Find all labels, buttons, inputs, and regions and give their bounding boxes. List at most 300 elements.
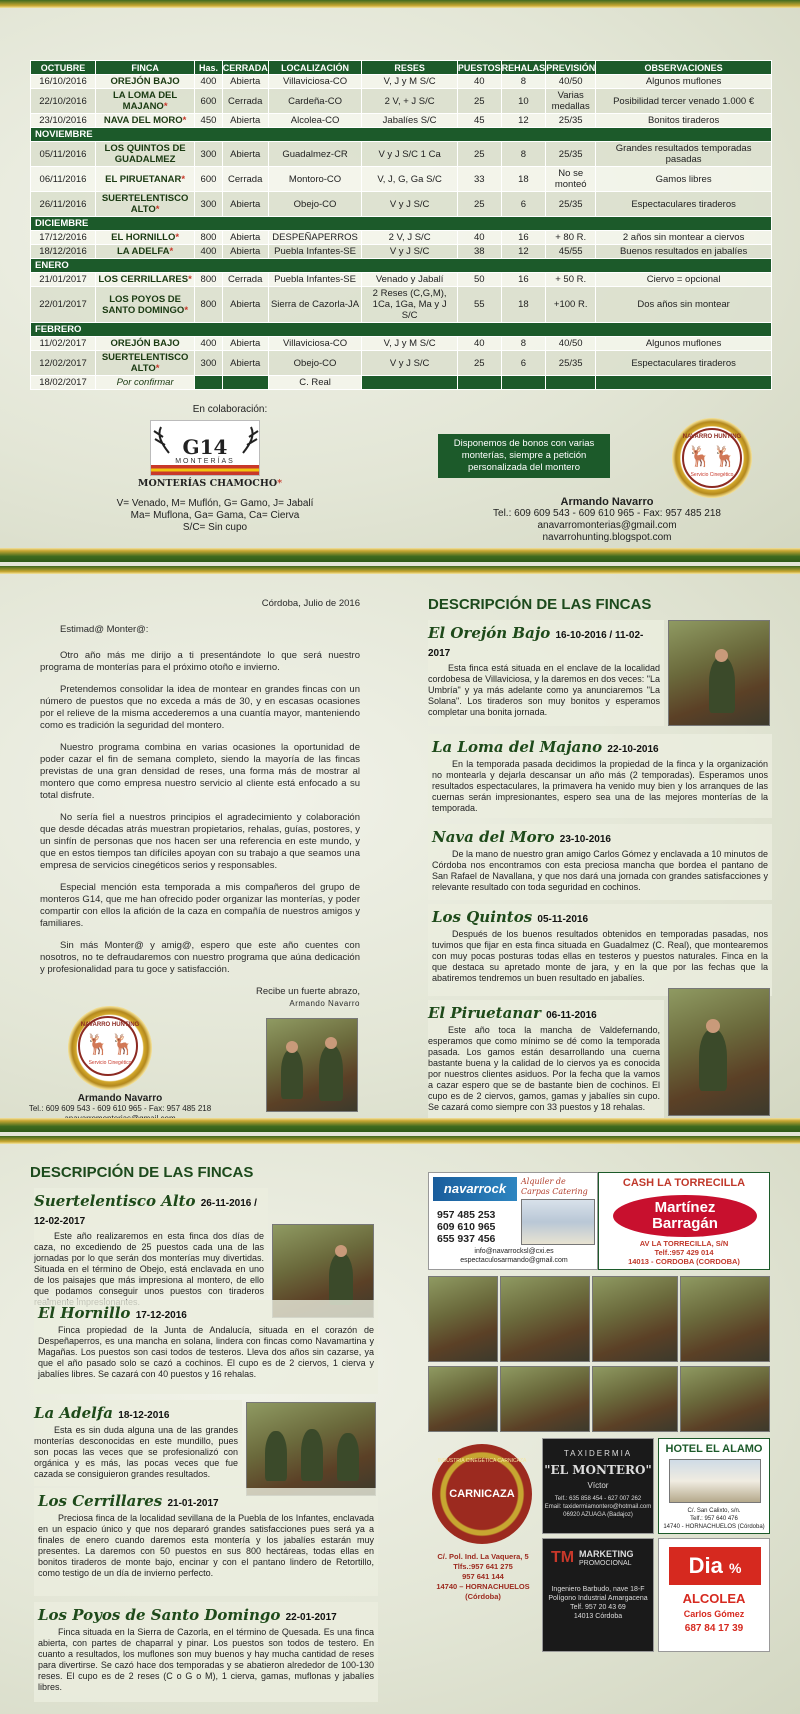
table-cell: Abierta — [222, 337, 268, 351]
finca-name: Los Cerrillares 21-01-2017 — [38, 1492, 219, 1510]
table-row — [31, 231, 772, 245]
fincas-title: DESCRIPCIÓN DE LAS FINCAS — [428, 596, 652, 613]
table-row — [31, 245, 772, 259]
phone-line: Telf. 957 20 43 69 — [570, 1604, 626, 1611]
table-cell: Abierta — [222, 192, 268, 217]
table-cell: 40 — [457, 231, 501, 245]
table-cell: Abierta — [222, 142, 268, 167]
finca-card-quintos — [428, 904, 772, 996]
hunter-figure — [337, 1433, 359, 1481]
table-cell: 2 Reses (C,G,M), 1Ca, 1Ga, Ma y J S/C — [362, 287, 457, 323]
table-cell: 45/55 — [546, 245, 596, 259]
table-cell: V, J y M S/C — [362, 337, 457, 351]
table-cell: 55 — [457, 287, 501, 323]
finca-text: Finca propiedad de la Junta de Andalucía, situada en el corazón de Despeñaperros, es una mancha en solana, lindera con fincas como Navamartina y Magañas. Los puestos son casi todos de testeros. Lleva dos años sin cazarse, ya que el año pasado solo se cazó a cochinos. El cupo es de 2 ciervos, 1 cierva y jabalíes libres. Se cazará con 40 puestos y 16 rehalas. — [38, 1325, 374, 1379]
logo-tag: Servicio Cinegético — [88, 1060, 132, 1066]
bonos-box: Disponemos de bonos con varias monterías, siempre a petición personalizada del montero — [438, 434, 610, 478]
month-row — [31, 259, 772, 273]
table-cell — [457, 376, 501, 390]
table-cell: 22/10/2016 — [31, 89, 96, 114]
table-cell: 40/50 — [546, 75, 596, 89]
month-row — [31, 323, 772, 337]
table-cell: Varias medallas — [546, 89, 596, 114]
table-cell: Cerrada — [222, 167, 268, 192]
table-cell: 17/12/2016 — [31, 231, 96, 245]
marketing-sub: PROMOCIONAL — [579, 1560, 632, 1567]
table-cell: 25/35 — [546, 142, 596, 167]
table-cell — [95, 351, 194, 376]
letter-paragraph: Nuestro programa combina en varias ocasiones la oportunidad de poder cazar el fin de semana completo, siendo la mayoría de las fincas previstas de una gran densidad de reses, una forma más de mostrar al montero que como empresa nuestro servicio al cliente está enfocado a su total disfrute. — [40, 742, 360, 801]
piruetanar-photo — [668, 988, 770, 1116]
finca-text: Esta finca está situada en el enclave de la localidad cordobesa de Villaviciosa, y la daremos en dos veces: "La Umbría" y ya más adelante como ya anunciaremos "La Solana". Los tiraderos son muy bonitos y esperamos completar una bonita jornada. — [428, 663, 660, 717]
contact-name: Armando Navarro — [560, 496, 654, 508]
hotel-photo — [669, 1459, 761, 1503]
hunter-figure — [329, 1253, 353, 1305]
column-header: RESES — [362, 61, 457, 75]
table-cell: V y J S/C — [362, 351, 457, 376]
table-cell: 18 — [501, 287, 546, 323]
fincas-title: DESCRIPCIÓN DE LAS FINCAS — [30, 1164, 254, 1181]
gold-border-bottom — [0, 1118, 800, 1132]
finca-name: OREJÓN BAJO — [110, 338, 180, 349]
table-cell: V y J S/C — [362, 245, 457, 259]
city-line: 06920 AZUAGA (Badajoz) — [563, 1512, 633, 1518]
finca-card-hornillo — [34, 1300, 378, 1394]
deer-icon: 🦌🦌 — [687, 446, 737, 468]
contact-block — [462, 496, 752, 544]
city-line: 14013 - CORDOBA (CORDOBA) — [628, 1257, 740, 1266]
month-row — [31, 217, 772, 231]
finca-name: LOS QUINTOS DE GUADALMEZ — [104, 143, 186, 165]
letter-sign: Recibe un fuerte abrazo, — [255, 986, 360, 997]
finca-name: La Adelfa 18-12-2016 — [34, 1404, 170, 1422]
adelfa-photo — [246, 1402, 376, 1496]
tm-logo: TM — [551, 1549, 575, 1566]
table-cell: 40/50 — [546, 337, 596, 351]
finca-card-loma-majano — [428, 734, 772, 818]
logo-name: NAVARRO HUNTING — [80, 1022, 140, 1028]
letter-paragraph: No sería fiel a nuestros principios el agradecimiento y colaboración que desde décadas atrás muestran propietarios, rehalas, guías, postores, y un sinfín de personas que nos hacen ser una referencia en este mundo, y que en estos tiempos tan difíciles apoyan con su trabajo a que seamos una empresa de servicios cinegéticos serios y responsables. — [40, 812, 360, 871]
phone-line: Tlfs.:957 641 275 — [453, 1562, 513, 1571]
table-row — [31, 114, 772, 128]
legend-line: Ma= Muflona, Ga= Gama, Ca= Cierva — [130, 510, 300, 521]
navarrock-subtitle: Alquiler de Carpas Catering — [521, 1177, 588, 1196]
column-header: Has. — [195, 61, 222, 75]
table-cell: 25 — [457, 192, 501, 217]
finca-text: Finca situada en la Sierra de Cazorla, en el término de Quesada. Es una finca abierta, con partes de chaparral y pinar. Los puestos son todos de testero. En cuanto a resultados, los muflones son muy buenos y hay mucha cantidad de reses para divertirse. Se cazó hace dos temporadas y se abatieron alrededor de 100-130 reses. El cupo es de 2 reses (C o G o M), 1 cierva, gamas, muflonas y jabalíes libres. — [38, 1627, 374, 1692]
contact-phone: Tel.: 609 609 543 - 609 610 965 - Fax: 957 485 218 — [493, 508, 721, 519]
table-cell: Jabalíes S/C — [362, 114, 457, 128]
table-cell: 40 — [457, 337, 501, 351]
table-cell — [95, 89, 194, 114]
legend-line: V= Venado, M= Muflón, G= Gamo, J= Jabalí — [116, 498, 314, 509]
finca-card-cerrillares — [34, 1488, 378, 1596]
phone-line: 957 641 144 — [462, 1572, 504, 1581]
contact-email[interactable]: anavarromonterias@gmail.com — [537, 520, 677, 531]
table-cell — [95, 337, 194, 351]
table-cell — [95, 75, 194, 89]
finca-name: Los Quintos 05-11-2016 — [432, 908, 589, 926]
contact-phone: Tel.: 609 609 543 - 609 610 965 - Fax: 957 485 218 — [28, 1104, 212, 1113]
table-row — [31, 167, 772, 192]
address-line: Ingeniero Barbudo, nave 18-F — [551, 1586, 645, 1593]
brand-line: Martínez — [654, 1199, 716, 1216]
finca-name: SUERTELENTISCO ALTO — [101, 352, 189, 374]
phone-line: 957 485 253 — [437, 1209, 496, 1221]
table-cell — [195, 376, 222, 390]
ad-cash-torrecilla — [598, 1172, 770, 1270]
table-cell: Puebla Infantes-SE — [268, 245, 362, 259]
table-cell: Algunos muflones — [596, 337, 772, 351]
deer-icon: 🦌🦌 — [85, 1034, 135, 1056]
martinez-barragan-logo — [613, 1195, 757, 1237]
finca-name: Suertelentisco Alto 26-11-2016 / 12-02-2017 — [34, 1192, 257, 1227]
table-cell: 600 — [195, 167, 222, 192]
table-cell: 18/02/2017 — [31, 376, 96, 390]
navarrock-phones — [437, 1209, 495, 1245]
cash-title: CASH LA TORRECILLA — [622, 1177, 746, 1189]
dia-logo — [669, 1547, 761, 1585]
table-cell: + 80 R. — [546, 231, 596, 245]
percent-icon: % — [728, 1560, 742, 1576]
table-cell: 600 — [195, 89, 222, 114]
table-body — [31, 75, 772, 390]
table-cell: 800 — [195, 231, 222, 245]
phone-line: Telf.: 957 640 476 — [690, 1516, 738, 1522]
finca-name: EL PIRUETANAR — [105, 173, 182, 185]
table-cell: Gamos libres — [596, 167, 772, 192]
contact-name: Armando Navarro — [77, 1093, 163, 1104]
star-mark: * — [181, 173, 186, 185]
table-cell: 2 años sin montear a ciervos — [596, 231, 772, 245]
dia-town: ALCOLEA — [682, 1591, 746, 1606]
legend-line: S/C= Sin cupo — [182, 522, 248, 533]
carpas-photo — [521, 1199, 595, 1245]
table-cell: Algunos muflones — [596, 75, 772, 89]
letter-greeting: Estimad@ Monter@: — [60, 624, 149, 635]
column-header: REHALAS — [501, 62, 546, 73]
table-cell: 22/01/2017 — [31, 287, 96, 323]
email-line[interactable]: espectaculosarmando@gmail.com — [460, 1257, 568, 1264]
dia-person: Carlos Gómez — [683, 1609, 745, 1619]
brand-line: Barragán — [652, 1215, 718, 1232]
gold-border-bottom — [0, 548, 800, 562]
table-cell: 26/11/2016 — [31, 192, 96, 217]
finca-name: Por confirmar — [116, 377, 174, 388]
chamocho-name-text: MONTERÍAS CHAMOCHO — [137, 478, 278, 489]
table-cell: Buenos resultados en jabalíes — [596, 245, 772, 259]
table-cell: V y J S/C — [362, 192, 457, 217]
table-cell: V, J y M S/C — [362, 75, 457, 89]
finca-card-piruetanar — [428, 1000, 664, 1124]
table-cell: V y J S/C 1 Ca — [362, 142, 457, 167]
contact-blog[interactable]: navarrohunting.blogspot.com — [542, 532, 672, 543]
letter-paragraph: Pretendemos consolidar la idea de montear en grandes fincas con un número de puestos que no exceda a más de 30, y en escasas ocasiones por el relieve de la misma accederemos a una cuantía mayor, manteniendo como es tradición la seguridad del montero. — [40, 684, 360, 731]
finca-card-nava-moro — [428, 824, 772, 900]
table-cell: 400 — [195, 337, 222, 351]
table-cell: Abierta — [222, 75, 268, 89]
table-cell: 50 — [457, 273, 501, 287]
star-mark: * — [175, 232, 180, 243]
hunter-figure — [709, 657, 735, 713]
marketing-address — [543, 1585, 653, 1621]
finca-name: LOS POYOS DE SANTO DOMINGO — [102, 293, 185, 316]
month-label: DICIEMBRE — [31, 217, 772, 231]
ad-marketing — [542, 1538, 654, 1652]
finca-card-suertelentisco — [34, 1188, 268, 1296]
taxidermia-label: TAXIDERMIA — [563, 1449, 633, 1458]
taxidermia-owner: Víctor — [587, 1481, 609, 1490]
table-cell — [222, 376, 268, 390]
email-line[interactable]: info@navarrocksl@cxi.es — [474, 1248, 554, 1255]
table-cell: C. Real — [268, 376, 362, 390]
table-cell — [95, 114, 194, 128]
table-cell: 6 — [501, 351, 546, 376]
table-cell: Posibilidad tercer venado 1.000 € — [596, 89, 772, 114]
finca-name: Los Poyos de Santo Domingo 22-01-2017 — [38, 1606, 337, 1624]
table-cell: 6 — [501, 192, 546, 217]
table-cell: 8 — [501, 142, 546, 167]
dia-brand: Dia — [688, 1553, 723, 1578]
table-row — [31, 273, 772, 287]
table-cell: Puebla Infantes-SE — [268, 273, 362, 287]
marketing-name: MARKETING — [579, 1549, 634, 1559]
navarro-hunting-logo — [672, 418, 752, 498]
table-cell — [95, 231, 194, 245]
legend — [90, 498, 340, 534]
table-row — [31, 287, 772, 323]
column-header: CERRADA — [222, 62, 268, 73]
g14-logo-text: G14 — [182, 435, 228, 459]
gold-border-top — [0, 0, 800, 8]
month-label: NOVIEMBRE — [31, 128, 772, 142]
table-cell: 300 — [195, 351, 222, 376]
table-cell: 05/11/2016 — [31, 142, 96, 167]
dia-phone: 687 84 17 39 — [684, 1623, 744, 1634]
carnicaza-logo — [432, 1444, 532, 1544]
collage-photo — [500, 1276, 590, 1362]
table-cell: Cardeña-CO — [268, 89, 362, 114]
table-cell: 38 — [457, 245, 501, 259]
hunter-head — [335, 1245, 347, 1257]
cash-address — [599, 1239, 769, 1266]
table-cell: 45 — [457, 114, 501, 128]
city-line: 14740 - HORNACHUELOS (Córdoba) — [663, 1524, 765, 1530]
table-row — [31, 351, 772, 376]
chamocho-name: MONTERÍAS CHAMOCHO* — [137, 478, 283, 489]
table-cell: 8 — [501, 337, 546, 351]
finca-name: LA LOMA DEL MAJANO — [112, 90, 178, 112]
table-cell: Villaviciosa-CO — [268, 337, 362, 351]
hotel-address — [659, 1507, 769, 1531]
table-row — [31, 192, 772, 217]
phone-line: 655 937 456 — [437, 1233, 496, 1245]
phone-line: Telf.:957 429 014 — [654, 1248, 714, 1257]
g14-logo — [150, 420, 260, 476]
prov-line: (Córdoba) — [465, 1592, 501, 1601]
navarrock-logo: navarrock — [433, 1177, 517, 1201]
finca-name: OREJÓN BAJO — [110, 76, 180, 87]
finca-name: SUERTELENTISCO ALTO — [101, 193, 189, 215]
collage-photo — [592, 1366, 678, 1432]
letter-paragraph: Sin más Monter@ y amig@, espero que este año cuentes con nosotros, no te defraudaremos con nuestro programa que aúna dedicación y profesionalidad para tu goce y satisfacción. — [40, 940, 360, 975]
finca-name: LA ADELFA — [116, 246, 170, 257]
table-header-row — [31, 61, 772, 75]
table-cell: 40 — [457, 75, 501, 89]
gold-border-top — [0, 566, 800, 574]
table-row — [31, 75, 772, 89]
city-line: 14013 Córdoba — [573, 1613, 623, 1620]
table-cell: + 50 R. — [546, 273, 596, 287]
month-label: FEBRERO — [31, 323, 772, 337]
finca-name: NAVA DEL MORO — [103, 115, 183, 126]
logo-name: NAVARRO HUNTING — [682, 434, 742, 440]
finca-name: El Piruetanar 06-11-2016 — [428, 1004, 597, 1022]
hunter-figure — [699, 1029, 727, 1091]
table-row — [31, 337, 772, 351]
finca-card-poyos — [34, 1602, 378, 1702]
table-cell: 800 — [195, 287, 222, 323]
table-cell: 25 — [457, 89, 501, 114]
finca-text: De la mano de nuestro gran amigo Carlos Gómez y enclavada a 10 minutos de Córdoba nos encontramos con esta preciosa mancha que bordea el pantano de San Rafael de Navallana, y que nos dará una jornada con grandes satisfacciones y relevante resultado con toda seguridad en cochinos. — [432, 849, 768, 892]
table-cell: Guadalmez-CR — [268, 142, 362, 167]
table-cell: 12/02/2017 — [31, 351, 96, 376]
table-cell: 16 — [501, 231, 546, 245]
table-cell: 25/35 — [546, 192, 596, 217]
star-mark: * — [169, 246, 174, 257]
table-cell: 400 — [195, 245, 222, 259]
column-header: OBSERVACIONES — [596, 61, 772, 75]
finca-name: Nava del Moro 23-10-2016 — [432, 828, 611, 846]
finca-text: Este año toca la mancha de Valdefernando, esperamos que como mínimo se dé como la temporada pasada. Los gamos están desarrollando una cuerna bastante buena y la calidad de lo ciervos ya es conocida por nuestros clientes asiduos. Por la fecha que la vamos a cazar espero que se de bastante bien de cochinos. El cupo es de 2 ciervos, gamos, gamas y jabalíes sin cupo. Se cazará como siempre con 33 puestos y 18 rehalas. — [428, 1025, 660, 1112]
star-mark: * — [155, 363, 160, 374]
hunter-figure — [265, 1431, 287, 1481]
table-cell: 800 — [195, 273, 222, 287]
hunter-figure — [281, 1049, 303, 1099]
letter — [40, 598, 360, 1010]
finca-name: El Orejón Bajo 16-10-2016 / 11-02-2017 — [428, 624, 644, 659]
month-row — [31, 128, 772, 142]
table-cell: Sierra de Cazorla-JA — [268, 287, 362, 323]
star-mark: * — [184, 304, 189, 316]
letter-signature: Armando Navarro — [289, 999, 360, 1008]
table-cell: Villaviciosa-CO — [268, 75, 362, 89]
star-mark: * — [163, 101, 168, 112]
hotel-name: HOTEL EL ALAMO — [665, 1443, 763, 1455]
table-cell: Abierta — [222, 245, 268, 259]
table-cell — [95, 142, 194, 167]
address-line: C/. Pol. Ind. La Vaquera, 5 — [437, 1552, 529, 1561]
table-cell: Abierta — [222, 231, 268, 245]
table-cell: Grandes resultados temporadas pasadas — [596, 142, 772, 167]
table-cell: Abierta — [222, 114, 268, 128]
g14-logo-sub: MONTERÍAS — [175, 458, 235, 465]
finca-name: El Hornillo 17-12-2016 — [38, 1304, 187, 1322]
table-cell — [95, 287, 194, 323]
table-cell: 11/02/2017 — [31, 337, 96, 351]
carnicaza-address — [428, 1552, 538, 1602]
hunter-figure — [301, 1429, 323, 1481]
table-cell: 10 — [501, 89, 546, 114]
table-cell: 06/11/2016 — [31, 167, 96, 192]
hunter-head — [325, 1037, 337, 1049]
table-cell: 2 V, + J S/C — [362, 89, 457, 114]
collage-photo — [680, 1366, 770, 1432]
table-cell: Obejo-CO — [268, 351, 362, 376]
finca-name: EL HORNILLO — [111, 232, 176, 243]
table-cell — [546, 376, 596, 390]
column-header: PUESTOS — [457, 62, 501, 73]
hunter-head — [286, 1041, 298, 1053]
table-cell — [95, 376, 194, 390]
hunter-head — [715, 649, 728, 662]
table-row — [31, 89, 772, 114]
email-line[interactable]: Email: taxidermiamontero@hotmail.com — [544, 1504, 652, 1510]
orejon-photo — [668, 620, 770, 726]
table-cell: 25/35 — [546, 351, 596, 376]
ad-taxidermia — [542, 1438, 654, 1534]
finca-name: La Loma del Majano 22-10-2016 — [432, 738, 659, 756]
finca-text: Preciosa finca de la localidad sevillana de la Puebla de los Infantes, enclavada en un espacio único y que nos depararó grandes satisfacciones pues será ya a finales de enero cuando daremos esta montería y los jabalíes estarán muy presentes. La daremos con 50 puestos en sus 800 hectáreas, todas ellas en bonitos tiraderos de monte bajo, encinar y con el pantano lindero de Retortillo, como testigo de un día de invierno perfecto. — [38, 1513, 374, 1578]
table-cell: 400 — [195, 75, 222, 89]
letter-paragraph: Otro año más me dirijo a ti presentándote lo que será nuestro programa de monterías para el próximo otoño e invierno. — [40, 650, 360, 673]
table-cell: Abierta — [222, 287, 268, 323]
table-cell — [362, 376, 457, 390]
table-cell: Alcolea-CO — [268, 114, 362, 128]
phone-line: Telf.: 635 858 454 - 627 007 262 — [554, 1496, 642, 1502]
table-cell: 18 — [501, 167, 546, 192]
table-cell: 2 V, J S/C — [362, 231, 457, 245]
table-cell: Cerrada — [222, 89, 268, 114]
ad-hotel-alamo — [658, 1438, 770, 1534]
flag-stripe — [151, 465, 259, 475]
table-cell: 33 — [457, 167, 501, 192]
column-header: OCTUBRE — [31, 61, 96, 75]
taxidermia-name: "EL MONTERO" — [544, 1463, 652, 1477]
table-cell — [95, 192, 194, 217]
finca-name: LOS CERRILLARES — [98, 274, 189, 285]
column-header: PREVISIÓN — [546, 62, 596, 73]
table-cell: V, J, G, Ga S/C — [362, 167, 457, 192]
table-cell: 12 — [501, 114, 546, 128]
column-header: FINCA — [95, 61, 194, 75]
finca-text: En la temporada pasada decidimos la propiedad de la finca y la organización no montearla y dejarla descansar un año más (2 temporadas). Esperamos unos resultados espectaculares, la primavera ha venido muy bien y los arranques de las cuernas serán impresionantes, espero sea una de las mejores monterías de la temporada. — [432, 759, 768, 813]
finca-card-adelfa — [34, 1400, 242, 1486]
table-cell: 8 — [501, 75, 546, 89]
letter-paragraph: Especial mención esta temporada a mis compañeros del grupo de monteros G14, que me han ofrecido poder organizar las monterías, y poder compartir con ellos la afición de la caza en compañía de nuestros amigos y familiares. — [40, 882, 360, 929]
table-cell: No se monteó — [546, 167, 596, 192]
finca-text: Este año realizaremos en esta finca dos días de caza, no excediendo de 25 puestos cada una de las jornadas por lo que serán dos monterías muy divertidas. Situada en el término de Obejo, está enclavada en uno de los paisajes que más impresiona al montero, de ello que podamos conseguir unos puestos con tiraderos — [34, 1231, 264, 1296]
address-line: Polígono Industrial Amargacena — [548, 1595, 648, 1602]
table-cell: Cerrada — [222, 273, 268, 287]
star-mark: * — [188, 274, 192, 285]
collage-photo — [428, 1276, 498, 1362]
taxidermia-contact — [543, 1495, 653, 1519]
table-cell: Abierta — [222, 351, 268, 376]
table-cell: Montoro-CO — [268, 167, 362, 192]
address-line: C/. San Calixto, s/n. — [687, 1508, 741, 1514]
star-mark: * — [155, 204, 160, 215]
table-cell: Espectaculares tiraderos — [596, 192, 772, 217]
table-cell: 25 — [457, 351, 501, 376]
table-cell: 16 — [501, 273, 546, 287]
finca-text: Esta es sin duda alguna una de las grandes monterías desconocidas en este mundillo, pues son pocas las veces que se profesionalizó con orgánica y es más, las pocas veces que fue cazada se consiguieron grandes resultados. — [34, 1425, 238, 1479]
logo-tag: Servicio Cinegético — [690, 472, 734, 478]
collage-photo — [592, 1276, 678, 1362]
ad-carnicaza — [428, 1438, 538, 1650]
table-cell: 18/12/2016 — [31, 245, 96, 259]
fincas-ads-panel — [0, 1136, 800, 1714]
